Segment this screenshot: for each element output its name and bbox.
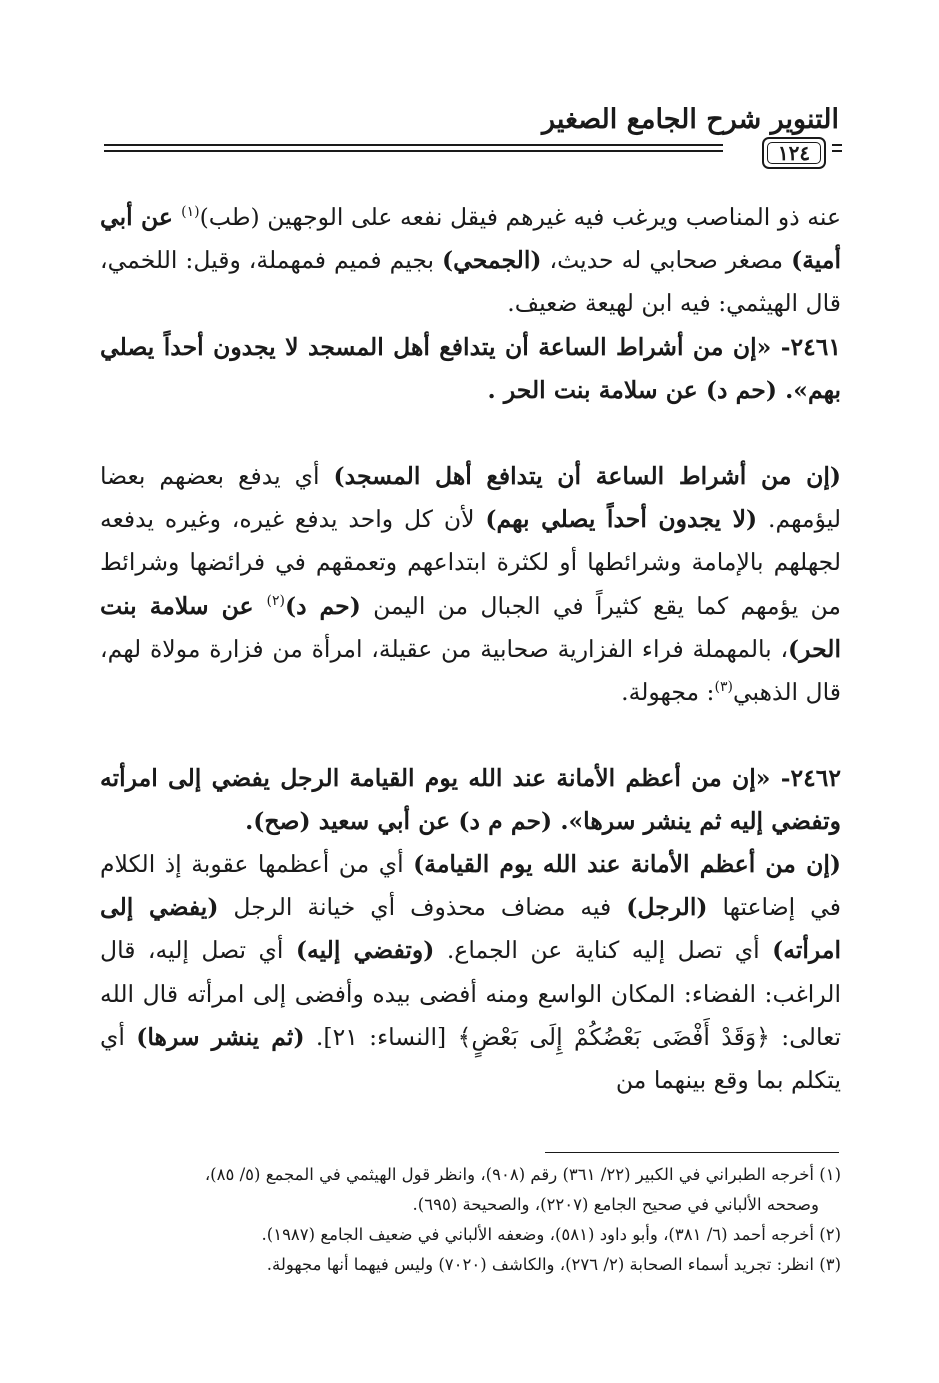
quoted-bold: (ثم ينشر سرها) [136,1022,305,1051]
text: أي تصل إليه، قال الراغب: الفضاء: المكان الواسع ومنه أفضى بيده وأفضى إلى امرأته قال الله تعالى: [100,936,841,1051]
commentary-2461 [100,455,841,714]
page-number: ١٢٤ [762,137,826,169]
commentary-2462 [100,843,841,1102]
text: فيه مضاف محذوف أي خيانة الرجل [218,893,627,922]
footnote-separator [545,1152,839,1153]
text: عنه ذو المناصب ويرغب فيه غيرهم فيقل نفعه على الوجهين (طب) [199,203,841,231]
footnote-2: (٢) أخرجه أحمد (٦/ ٣٨١)، وأبو داود (٥٨١)، وضعفه الألباني في ضعيف الجامع (١٩٨٧). [261,1225,841,1244]
text: ، بالمهملة فراء الفزارية صحابية من عقيلة، امرأة من فزارة مولاة لهم، قال الذهبي [100,634,841,707]
text: لأن كل واحد يدفع غيره، وغيره يدفعه لجهلهم بالإمامة وشرائطها أو لكثرة ابتداعهم وتعمقهم في فرائضها وشرائط من يؤمهم كما يقع كثيراً في الجبال من اليمن [100,505,841,620]
quoted-bold: (وتفضي إليه) [295,936,435,965]
text: : مجهولة. [621,678,715,707]
quoted-bold: (إن من أعظم الأمانة عند الله يوم القيامة) [413,850,841,878]
narrator-bold: عن سلامة بنت الحر) [100,591,841,663]
hadith-text: ٢٤٦٢- «إن من أعظم الأمانة عند الله يوم القيامة الرجل يفضي إلى امرأته وتفضي إليه ثم ينشر سرها». (حم م د) عن أبي سعيد (صح). [100,764,841,836]
footnote-1: (١) أخرجه الطبراني في الكبير (٢٢/ ٣٦١) رقم (٩٠٨)، وانظر قول الهيثمي في المجمع (٥/ ٨٥)، [204,1165,841,1184]
narrator-bold: عن أبي أمية) [100,203,842,275]
footnotes [100,1160,841,1280]
footnote-ref-1[interactable]: (١) [181,204,200,220]
source-bold: (حم د) [284,591,361,620]
quoted-bold: (الرجل) [626,893,708,922]
paragraph-1 [100,196,841,326]
quoted-bold: (لا يجدون أحداً يصلي بهم) [485,505,758,534]
footnote-ref-3[interactable]: (٣) [714,679,733,696]
text: أي يتكلم بما وقع بينهما من [100,1022,841,1095]
footnote-ref-2[interactable]: (٢) [266,592,285,609]
text: أي يدفع بعضهم بعضا ليؤمهم. [100,462,841,534]
text: مصغر صحابي له حديث، [541,246,792,275]
footnote-1-continuation: وصححه الألباني في صحيح الجامع (٢٢٠٧)، والصحيحة (٦٩٥). [412,1195,819,1214]
text: بجيم فميم فمهملة، وقيل: اللخمي، قال الهيثمي: فيه ابن لهيعة ضعيف. [100,246,841,318]
footnote-3: (٣) انظر: تجريد أسماء الصحابة (٢/ ٢٧٦)، والكاشف (٧٠٢٠) وليس فيهما أنها مجهولة. [266,1255,841,1274]
quoted-bold: (يفضي إلى امرأته) [100,893,841,965]
quoted-bold: (إن من أشراط الساعة أن يتدافع أهل المسجد) [333,462,842,490]
verse-reference: [النساء: ٢١]. [304,1022,458,1051]
hadith-text: ٢٤٦١- «إن من أشراط الساعة أن يتدافع أهل المسجد لا يجدون أحداً يصلي بهم». (حم د) عن سلامة بنت الحر . [100,333,841,405]
text: أي تصل إليه كناية عن الجماع. [434,936,773,965]
text: أي من أعظمها عقوبة إذ الكلام في إضاعتها [100,850,841,922]
quran-verse: ﴿وَقَدْ أَفْضَى بَعْضُكُمْ إِلَى بَعْضٍ﴾ [457,1022,770,1051]
header-double-rule [104,142,723,154]
nisba-bold: (الجمحي) [442,246,542,275]
running-title: التنوير شرح الجامع الصغير [542,104,839,135]
header-rule-tail [832,141,842,155]
hadith-2462 [100,757,841,843]
hadith-2461 [100,326,841,412]
